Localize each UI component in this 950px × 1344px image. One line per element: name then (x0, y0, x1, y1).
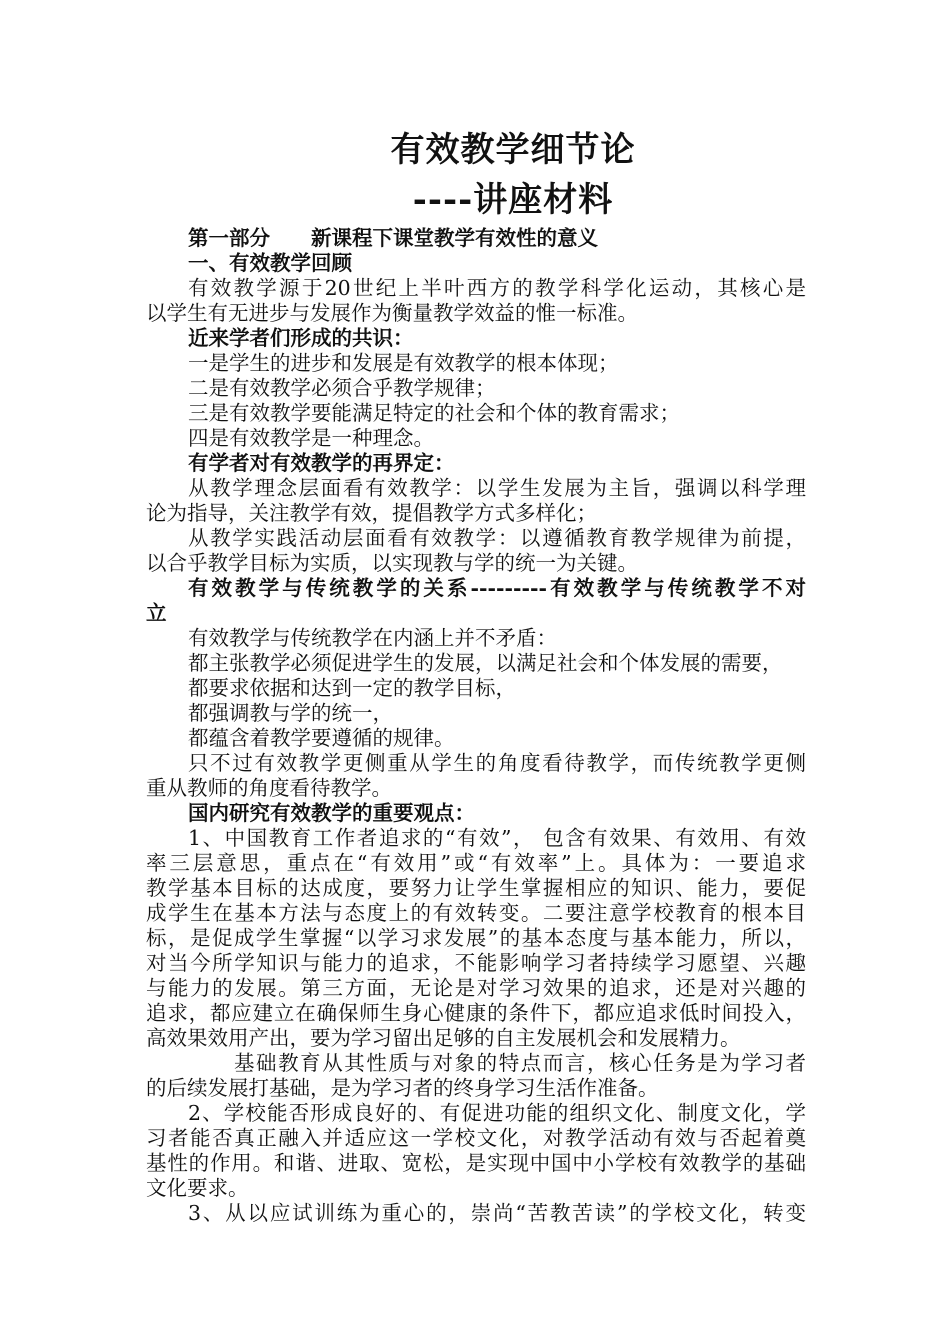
paragraph-line: 标，是促成学生掌握“以学习求发展”的基本态度与基本能力，所以， (146, 926, 806, 950)
section-heading: 第一部分 新课程下课堂教学有效性的意义 (188, 226, 598, 250)
paragraph-line: 只不过有效教学更侧重从学生的角度看待教学，而传统教学更侧 (188, 751, 806, 775)
document-title: 有效教学细节论 (390, 130, 636, 170)
list-item: 都要求依据和达到一定的教学目标， (188, 676, 516, 700)
paragraph-line: 1、中国教育工作者追求的“有效”， 包含有效果、有效用、有效 (188, 826, 806, 850)
list-item: 三是有效教学要能满足特定的社会和个体的教育需求； (188, 401, 680, 425)
list-item: 一是学生的进步和发展是有效教学的根本体现； (188, 351, 619, 375)
paragraph-line: 习者能否真正融入并适应这一学校文化，对教学活动有效与否起着奠 (146, 1126, 806, 1150)
list-item: 都强调教与学的统一， (188, 701, 393, 725)
paragraph-line: 2、学校能否形成良好的、有促进功能的组织文化、制度文化，学 (188, 1101, 806, 1125)
paragraph-line: 成学生在基本方法与态度上的有效转变。二要注意学校教育的根本目 (146, 901, 806, 925)
list-item: 二是有效教学必须合乎教学规律； (188, 376, 496, 400)
bold-heading: 立 (146, 601, 167, 625)
paragraph-line: 以学生有无进步与发展作为衡量教学效益的惟一标准。 (146, 301, 638, 325)
paragraph-line: 率三层意思，重点在“有效用”或“有效率”上。具体为：一要追求 (146, 851, 806, 875)
list-item: 四是有效教学是一种理念。 (188, 426, 434, 450)
bold-heading: 近来学者们形成的共识： (188, 326, 414, 350)
paragraph-line: 重从教师的角度看待教学。 (146, 776, 392, 800)
paragraph-line: 有效教学与传统教学在内涵上并不矛盾： (188, 626, 557, 650)
paragraph-line: 论为指导，关注教学有效，提倡教学方式多样化； (146, 501, 597, 525)
bold-heading: 有学者对有效教学的再界定： (188, 451, 455, 475)
paragraph-line: 有效教学源于20世纪上半叶西方的教学科学化运动，其核心是 (188, 276, 806, 300)
paragraph-line: 的后续发展打基础，是为学习者的终身学习生活作准备。 (146, 1076, 659, 1100)
paragraph-line: 3、从以应试训练为重心的，崇尚“苦教苦读”的学校文化，转变 (188, 1201, 806, 1225)
list-item: 都蕴含着教学要遵循的规律。 (188, 726, 455, 750)
document-subtitle: ----讲座材料 (412, 180, 614, 220)
paragraph-line: 教学基本目标的达成度，要努力让学生掌握相应的知识、能力，要促 (146, 876, 806, 900)
paragraph-line: 以合乎教学目标为实质，以实现教与学的统一为关键。 (146, 551, 638, 575)
paragraph-line: 基础教育从其性质与对象的特点而言，核心任务是为学习者 (234, 1051, 806, 1075)
paragraph-line: 对当今所学知识与能力的追求，不能影响学习者持续学习愿望、兴趣 (146, 951, 806, 975)
paragraph-line: 从教学实践活动层面看有效教学：以遵循教育教学规律为前提， (188, 526, 806, 550)
bold-heading: 国内研究有效教学的重要观点： (188, 801, 475, 825)
subsection-heading: 一、有效教学回顾 (188, 251, 352, 275)
list-item: 都主张教学必须促进学生的发展，以满足社会和个体发展的需要， (188, 651, 783, 675)
paragraph-line: 文化要求。 (146, 1176, 249, 1200)
paragraph-line: 基性的作用。和谐、进取、宽松，是实现中国中小学校有效教学的基础 (146, 1151, 806, 1175)
bold-heading: 有效教学与传统教学的关系---------有效教学与传统教学不对 (188, 576, 806, 600)
paragraph-line: 追求，都应建立在确保师生身心健康的条件下，都应追求低时间投入， (146, 1001, 806, 1025)
paragraph-line: 与能力的发展。第三方面，无论是对学习效果的追求，还是对兴趣的 (146, 976, 806, 1000)
paragraph-line: 高效果效用产出，要为学习留出足够的自主发展机会和发展精力。 (146, 1026, 741, 1050)
paragraph-line: 从教学理念层面看有效教学：以学生发展为主旨，强调以科学理 (188, 476, 806, 500)
